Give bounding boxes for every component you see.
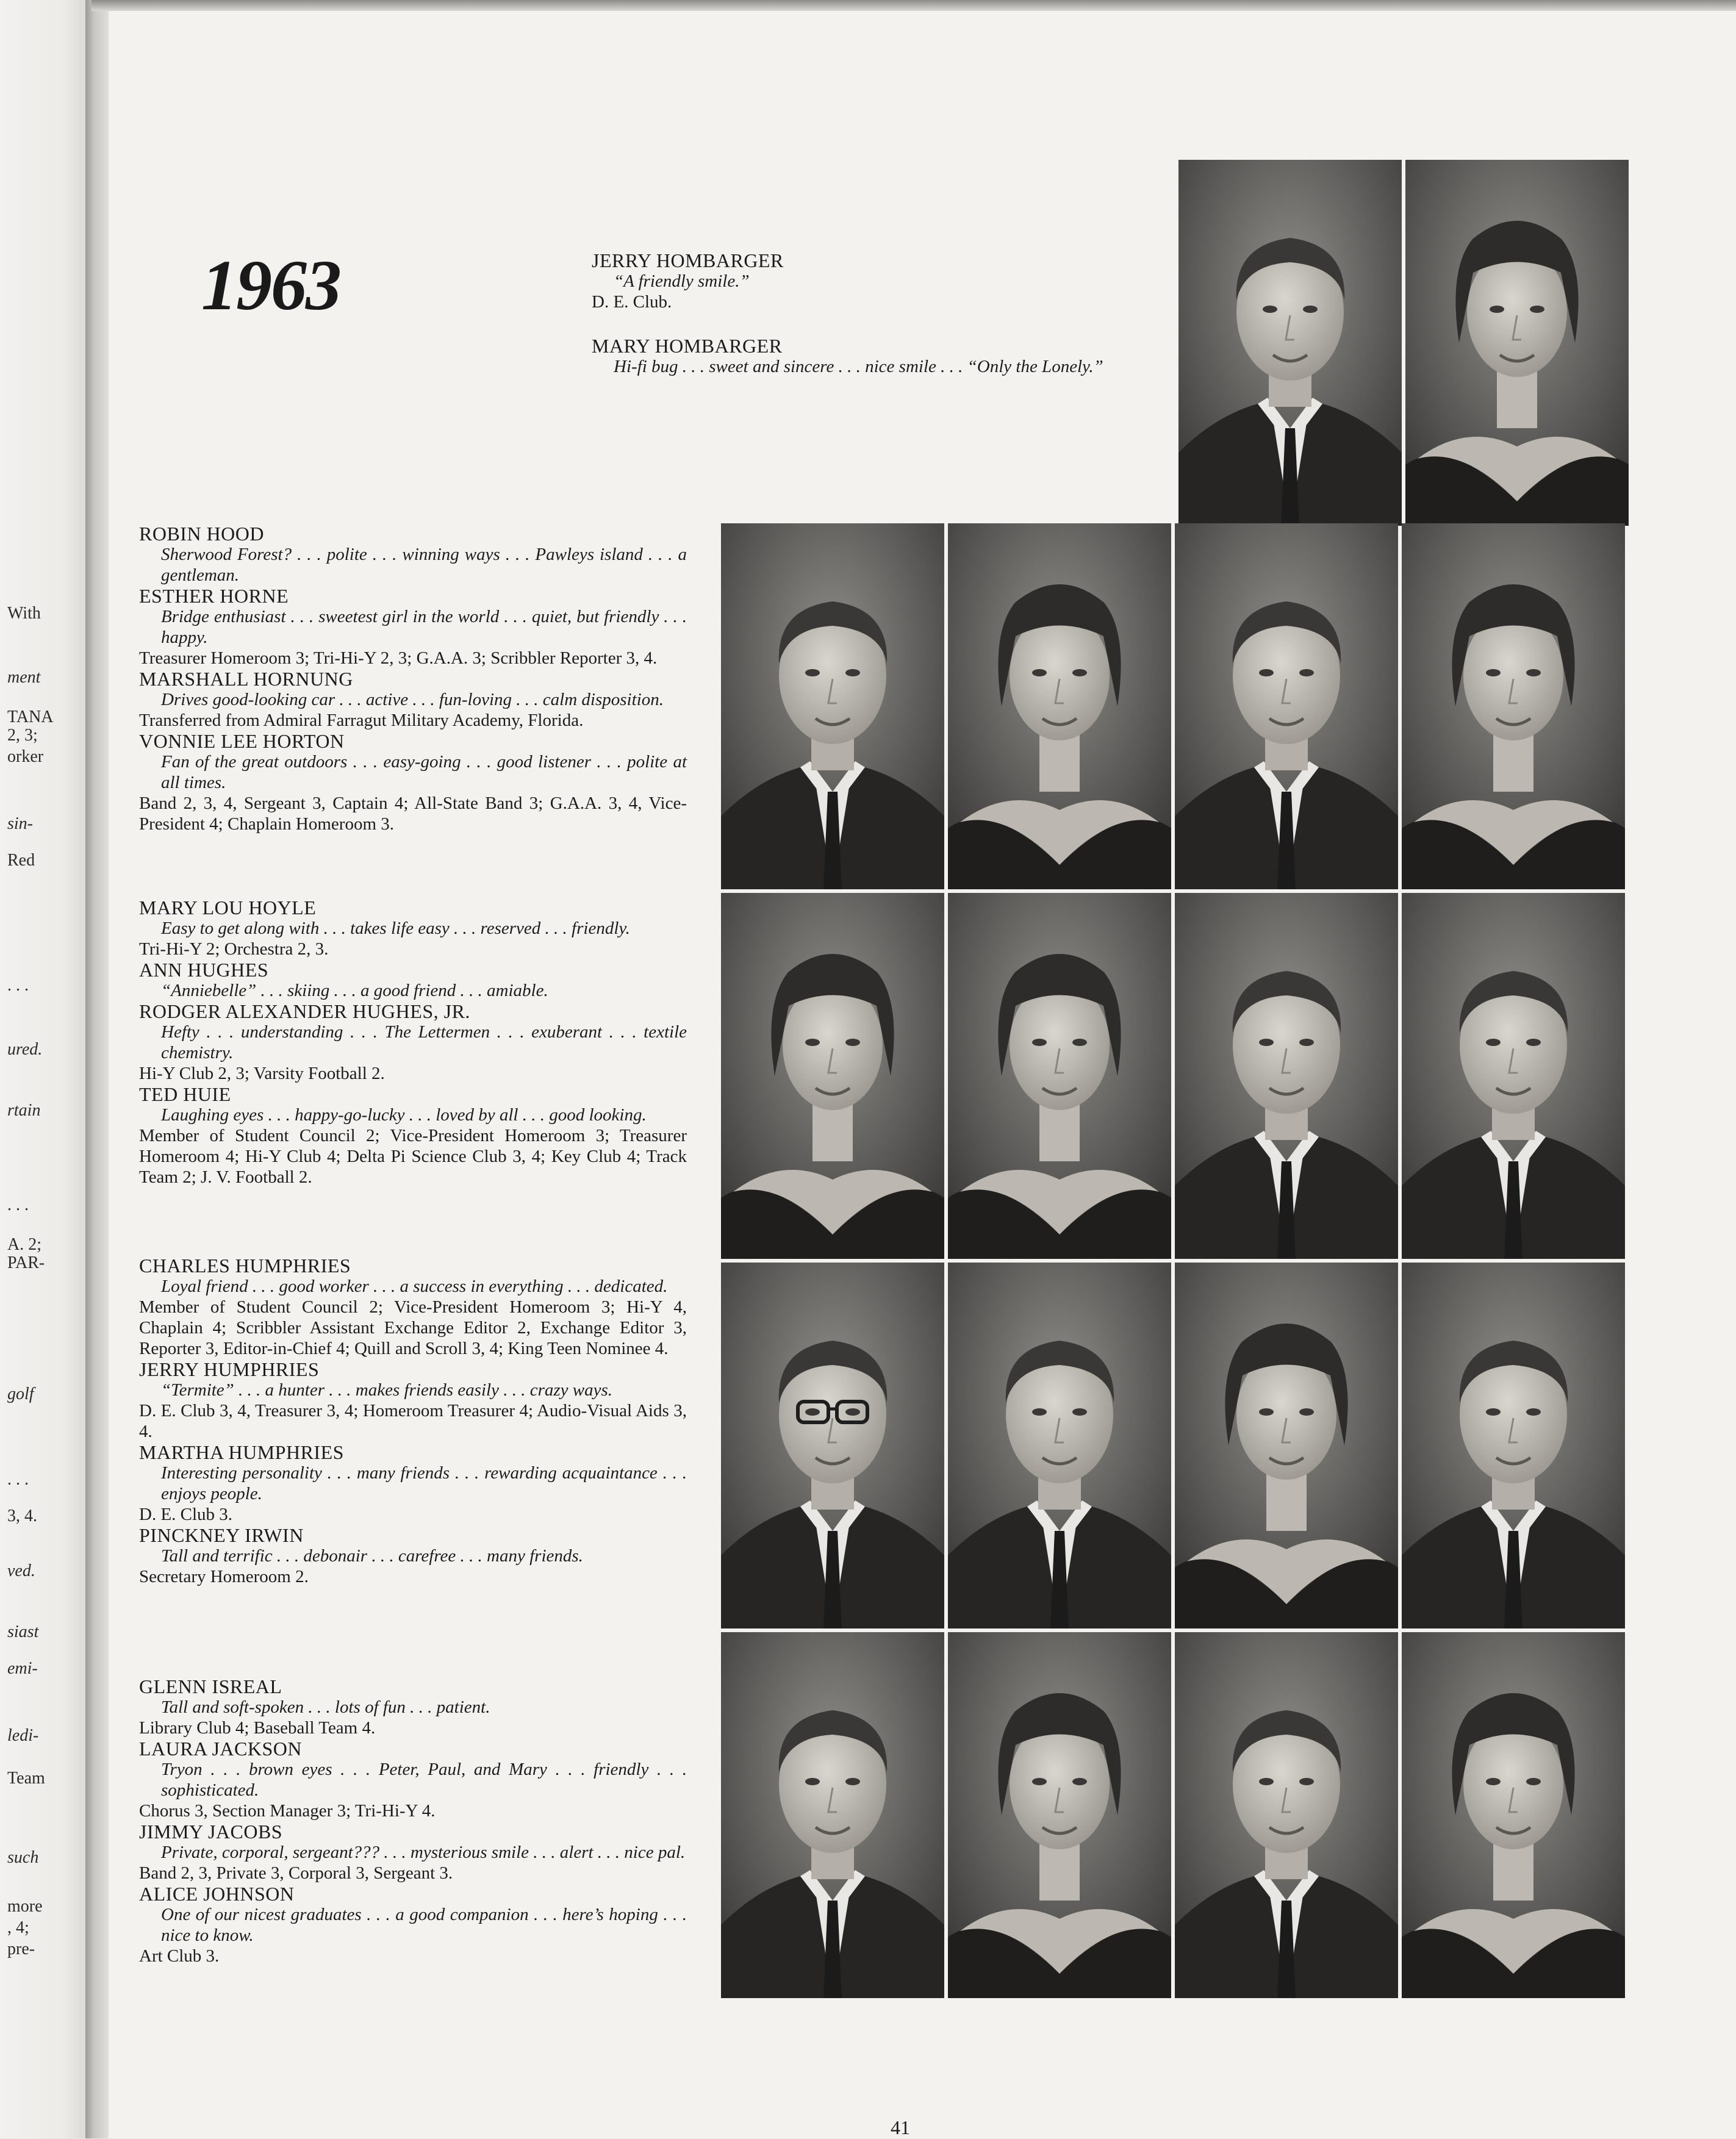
student-name: MARY LOU HOYLE <box>139 897 317 919</box>
student-name: TED HUIE <box>139 1083 231 1105</box>
entry-group-3 <box>139 1255 687 1587</box>
student-entry <box>139 523 687 586</box>
student-name: ROBIN HOOD <box>139 523 264 545</box>
previous-page-text: PAR- <box>7 1253 45 1272</box>
student-name: ALICE JOHNSON <box>139 1883 295 1905</box>
previous-page-text: rtain <box>7 1101 41 1120</box>
student-entry <box>139 1359 687 1442</box>
student-activities: Secretary Homeroom 2. <box>139 1567 309 1586</box>
previous-page-text: . . . <box>7 976 29 995</box>
student-activities: Chorus 3, Section Manager 3; Tri-Hi-Y 4. <box>139 1801 436 1821</box>
student-entry <box>139 1525 687 1587</box>
previous-page-text: Red <box>7 851 35 870</box>
student-description: Fan of the great outdoors . . . easy-going . . . good listener . . . polite at all times. <box>161 752 687 792</box>
student-name: VONNIE LEE HORTON <box>139 730 345 752</box>
student-portrait <box>1402 893 1625 1259</box>
student-description: Interesting personality . . . many friends . . . rewarding acquaintance . . . enjoys people. <box>161 1463 687 1503</box>
student-activities: Art Club 3. <box>139 1946 220 1966</box>
previous-page-text: 2, 3; <box>7 726 38 745</box>
student-activities: Library Club 4; Baseball Team 4. <box>139 1718 376 1738</box>
previous-page-text: With <box>7 604 41 623</box>
previous-page-text: sin- <box>7 814 33 833</box>
entry-group-4 <box>139 1676 687 1966</box>
student-activities: Treasurer Homeroom 3; Tri-Hi-Y 2, 3; G.A.A. 3; Scribbler Reporter 3, 4. <box>139 648 658 668</box>
student-portrait <box>1402 1632 1625 1998</box>
student-entry <box>139 1255 687 1359</box>
page-number: 41 <box>891 2116 910 2138</box>
student-activities: Tri-Hi-Y 2; Orchestra 2, 3. <box>139 939 329 959</box>
student-entry <box>592 250 1147 312</box>
student-portrait <box>1402 1263 1625 1628</box>
student-activities: Hi-Y Club 2, 3; Varsity Football 2. <box>139 1064 385 1083</box>
student-description: Bridge enthusiast . . . sweetest girl in the world . . . quiet, but friendly . . . happy. <box>161 607 687 647</box>
student-activities: Band 2, 3, 4, Sergeant 3, Captain 4; All-State Band 3; G.A.A. 3, 4, Vice-President 4; Chaplain Homeroom 3. <box>139 794 687 834</box>
entry-group-1 <box>139 523 687 834</box>
student-description: Easy to get along with . . . takes life easy . . . reserved . . . friendly. <box>161 919 630 938</box>
student-entry <box>139 1883 687 1966</box>
student-portrait <box>948 893 1171 1259</box>
student-portrait <box>1175 1263 1398 1628</box>
student-name: ANN HUGHES <box>139 959 269 981</box>
student-portrait <box>1402 523 1625 889</box>
student-name: ESTHER HORNE <box>139 585 289 607</box>
previous-page-text: TANA <box>7 708 54 726</box>
student-portrait <box>1405 160 1629 526</box>
previous-page-text: pre- <box>7 1940 35 1958</box>
student-activities: Transferred from Admiral Farragut Military Academy, Florida. <box>139 711 584 730</box>
student-name: RODGER ALEXANDER HUGHES, JR. <box>139 1000 470 1022</box>
previous-page-text: ured. <box>7 1040 43 1059</box>
student-entry <box>139 897 687 959</box>
student-entry <box>139 586 687 668</box>
top-photo-row <box>1178 160 1629 526</box>
previous-page-text: emi- <box>7 1659 38 1678</box>
student-activities: D. E. Club 3. <box>139 1505 233 1524</box>
previous-page-text: golf <box>7 1385 34 1403</box>
student-description: Hi-fi bug . . . sweet and sincere . . . nice smile . . . “Only the Lonely.” <box>614 357 1103 376</box>
student-portrait <box>721 893 944 1259</box>
student-entry <box>592 335 1147 377</box>
student-activities: D. E. Club 3, 4, Treasurer 3, 4; Homeroom Treasurer 4; Audio-Visual Aids 3, 4. <box>139 1401 687 1441</box>
student-name: MARY HOMBARGER <box>592 335 783 357</box>
student-description: Loyal friend . . . good worker . . . a success in everything . . . dedicated. <box>161 1277 668 1296</box>
student-description: Tall and terrific . . . debonair . . . carefree . . . many friends. <box>161 1546 583 1566</box>
student-portrait <box>1175 893 1398 1259</box>
student-name: PINCKNEY IRWIN <box>139 1524 304 1546</box>
student-name: JIMMY JACOBS <box>139 1821 283 1843</box>
student-name: JERRY HOMBARGER <box>592 249 784 271</box>
student-entry <box>139 959 687 1001</box>
previous-page-text: Team <box>7 1769 45 1788</box>
entry-group-2 <box>139 897 687 1188</box>
student-entry <box>139 1442 687 1525</box>
student-entry <box>139 1001 687 1084</box>
student-entry <box>139 1821 687 1883</box>
book-gutter <box>85 0 110 2138</box>
student-activities: Band 2, 3, Private 3, Corporal 3, Sergeant 3. <box>139 1863 453 1883</box>
student-activities: Member of Student Council 2; Vice-President Homeroom 3; Hi-Y 4, Chaplain 4; Scribbler Assistant Exchange Editor 2, Exchange Editor 3, Reporter 3, Editor-in-Chief 4; Quill and Scroll 3, 4; King Teen Nominee 4. <box>139 1297 687 1358</box>
student-portrait <box>721 523 944 889</box>
student-activities: D. E. Club. <box>592 292 672 312</box>
student-entry <box>139 1084 687 1188</box>
previous-page-text: , 4; <box>7 1918 29 1937</box>
student-portrait <box>948 1632 1171 1998</box>
student-name: GLENN ISREAL <box>139 1675 282 1697</box>
student-description: Private, corporal, sergeant??? . . . mysterious smile . . . alert . . . nice pal. <box>161 1843 686 1862</box>
previous-page-text: A. 2; <box>7 1235 41 1254</box>
student-description: One of our nicest graduates . . . a good companion . . . here’s hoping . . . nice to know. <box>161 1905 687 1945</box>
previous-page-text: 3, 4. <box>7 1507 37 1525</box>
student-description: “Termite” . . . a hunter . . . makes friends easily . . . crazy ways. <box>161 1380 613 1400</box>
student-portrait <box>948 1263 1171 1628</box>
student-entry <box>139 1738 687 1821</box>
student-name: MARTHA HUMPHRIES <box>139 1441 344 1463</box>
previous-page-edge <box>0 0 91 2138</box>
student-description: Tryon . . . brown eyes . . . Peter, Paul, and Mary . . . friendly . . . sophisticated. <box>161 1760 687 1800</box>
previous-page-text: ved. <box>7 1561 35 1580</box>
student-name: CHARLES HUMPHRIES <box>139 1255 351 1277</box>
student-description: Hefty . . . understanding . . . The Lettermen . . . exuberant . . . textile chemistry. <box>161 1022 687 1062</box>
student-description: Tall and soft-spoken . . . lots of fun . . . patient. <box>161 1697 490 1717</box>
student-portrait <box>1178 160 1402 526</box>
student-name: MARSHALL HORNUNG <box>139 668 353 690</box>
top-entries <box>592 250 1147 400</box>
student-description: Sherwood Forest? . . . polite . . . winning ways . . . Pawleys island . . . a gentleman. <box>161 545 687 585</box>
page-top-shadow <box>91 0 1736 11</box>
student-name: LAURA JACKSON <box>139 1738 302 1760</box>
student-description: Drives good-looking car . . . active . . . fun-loving . . . calm disposition. <box>161 690 664 709</box>
student-activities: Member of Student Council 2; Vice-President Homeroom 3; Treasurer Homeroom 4; Hi-Y Club 4; Delta Pi Science Club 3, 4; Key Club 4; Track Team 2; J. V. Football 2. <box>139 1126 687 1187</box>
student-portrait <box>721 1632 944 1998</box>
student-description: “A friendly smile.” <box>614 271 750 291</box>
student-portrait <box>721 1263 944 1628</box>
year-heading: 1963 <box>201 245 340 325</box>
student-entry <box>139 1676 687 1738</box>
previous-page-text: . . . <box>7 1470 29 1489</box>
previous-page-text: ledi- <box>7 1726 39 1745</box>
student-portrait <box>1175 523 1398 889</box>
previous-page-text: such <box>7 1848 39 1867</box>
student-description: Laughing eyes . . . happy-go-lucky . . . loved by all . . . good looking. <box>161 1105 647 1125</box>
student-portrait <box>1175 1632 1398 1998</box>
previous-page-text: orker <box>7 747 44 766</box>
student-portrait <box>948 523 1171 889</box>
student-entry <box>139 731 687 834</box>
student-description: “Anniebelle” . . . skiing . . . a good friend . . . amiable. <box>161 981 548 1000</box>
previous-page-text: ment <box>7 668 41 687</box>
previous-page-text: more <box>7 1897 43 1916</box>
student-entry <box>139 668 687 731</box>
student-name: JERRY HUMPHRIES <box>139 1358 320 1380</box>
previous-page-text: . . . <box>7 1195 29 1214</box>
previous-page-text: siast <box>7 1622 39 1641</box>
portrait-grid <box>721 523 1625 1998</box>
